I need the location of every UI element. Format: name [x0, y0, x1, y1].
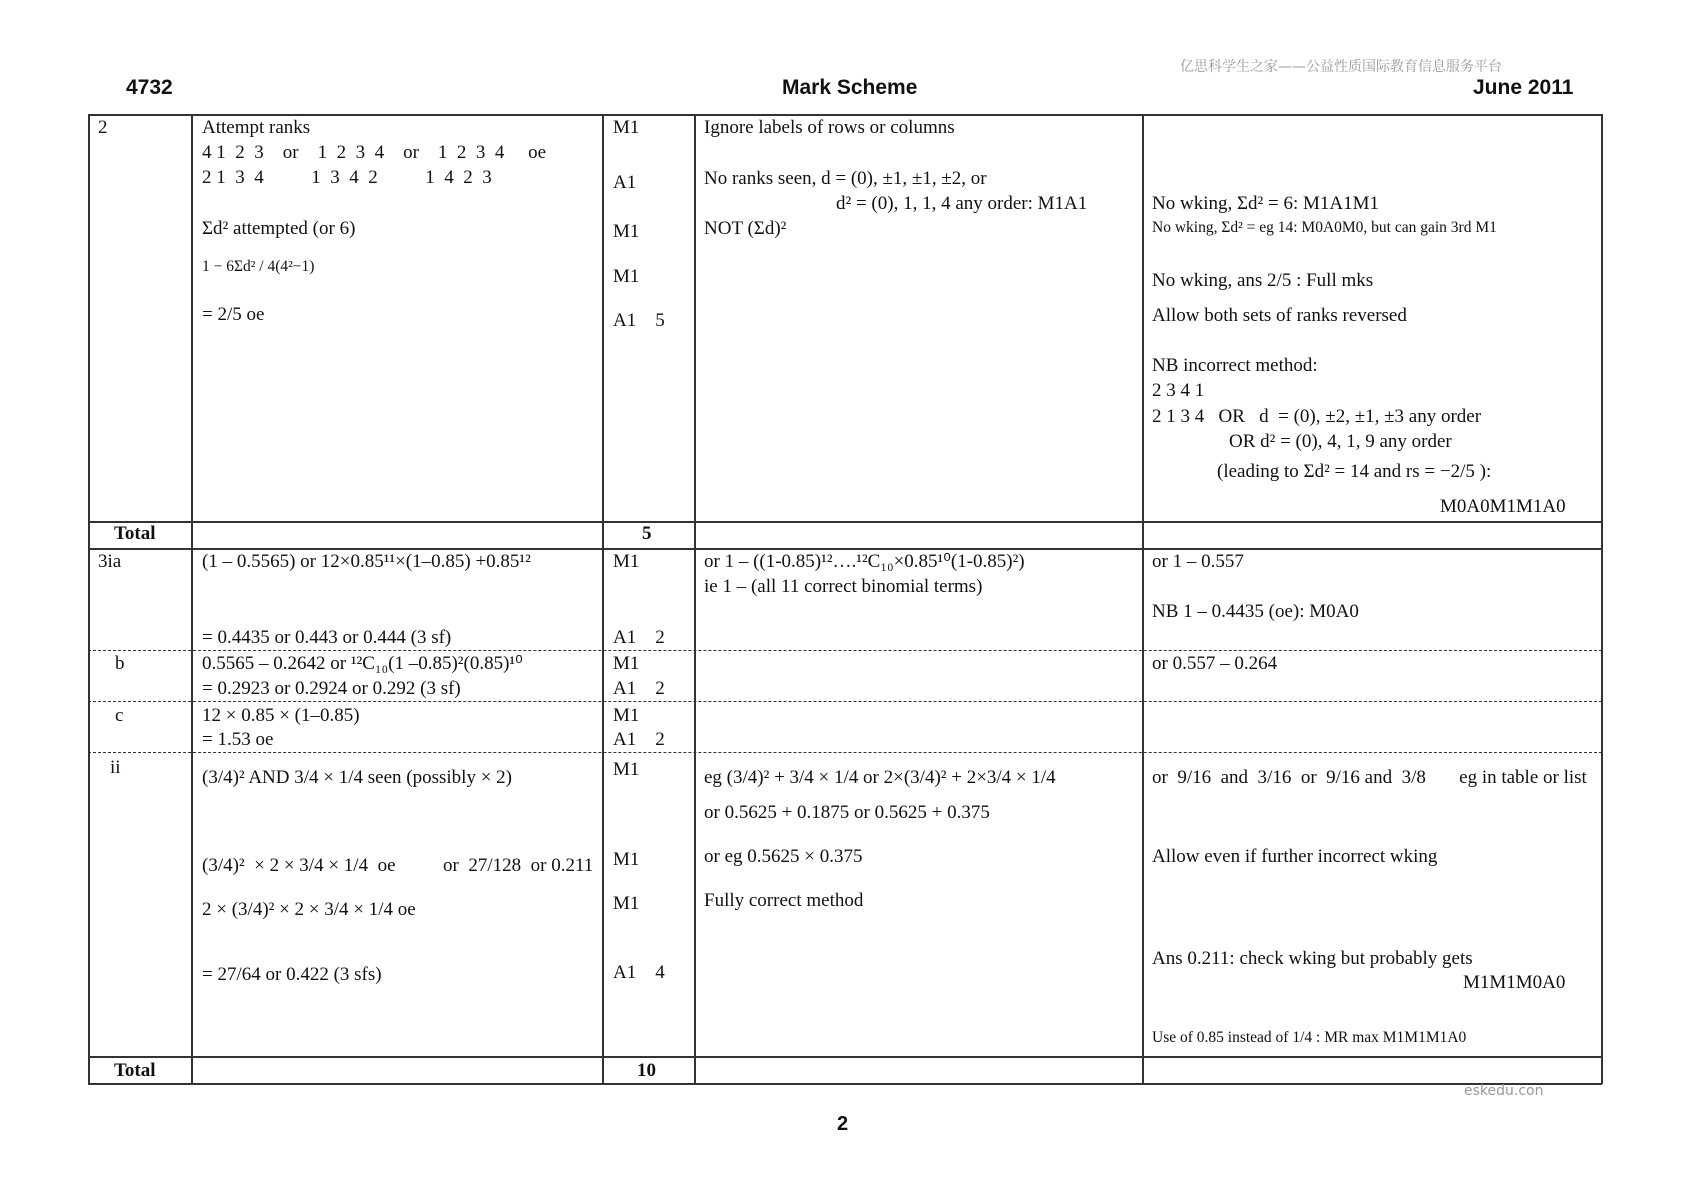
exam-code: 4732	[126, 76, 173, 99]
mark: A1 2	[613, 627, 665, 648]
guidance-line: NOT (Σd)²	[704, 218, 787, 239]
guidance-line: ie 1 – (all 11 correct binomial terms)	[704, 576, 983, 597]
mark: M1	[613, 117, 640, 138]
mark: A1 2	[613, 729, 665, 750]
question-label: 2	[98, 117, 108, 138]
note-line: 2 1 3 4 OR d = (0), ±2, ±1, ±3 any order	[1152, 406, 1482, 427]
answer-line: Attempt ranks	[202, 117, 311, 138]
note-line: or 0.557 – 0.264	[1152, 653, 1278, 674]
note-line: 2 3 4 1	[1152, 380, 1205, 401]
site-watermark: eskedu.con	[1464, 1083, 1544, 1099]
note-line: or 9/16 and 3/16 or 9/16 and 3/8 eg in table or list	[1152, 767, 1587, 788]
mark: M1	[613, 893, 640, 914]
answer-line: = 0.2923 or 0.2924 or 0.292 (3 sf)	[202, 678, 461, 699]
mark: M1	[613, 221, 640, 242]
mark: M1	[613, 653, 640, 674]
note-line: M0A0M1M1A0	[1440, 496, 1566, 517]
mark: M1	[613, 849, 640, 870]
question-label: c	[115, 705, 124, 726]
note-line: or 1 – 0.557	[1152, 551, 1244, 572]
note-line: Ans 0.211: check wking but probably gets	[1152, 948, 1473, 969]
guidance-line: Ignore labels of rows or columns	[704, 117, 955, 138]
note-line: (leading to Σd² = 14 and rs = −2/5 ):	[1217, 461, 1492, 482]
guidance-line: or eg 0.5625 × 0.375	[704, 846, 863, 867]
note-line: Allow both sets of ranks reversed	[1152, 305, 1407, 326]
answer-line: 2 1 3 4 1 3 4 2 1 4 2 3	[202, 167, 492, 188]
answer-line: 4 1 2 3 or 1 2 3 4 or 1 2 3 4 oe	[202, 142, 547, 163]
mark: M1	[613, 266, 640, 287]
mark: A1 2	[613, 678, 665, 699]
total-label: Total	[114, 1060, 156, 1081]
note-line: No wking, Σd² = 6: M1A1M1	[1152, 193, 1379, 214]
note-line: No wking, ans 2/5 : Full mks	[1152, 270, 1374, 291]
question-label: b	[115, 653, 125, 674]
guidance-line: Fully correct method	[704, 890, 864, 911]
guidance-line: or 0.5625 + 0.1875 or 0.5625 + 0.375	[704, 802, 990, 823]
mark: M1	[613, 705, 640, 726]
note-line: No wking, Σd² = eg 14: M0A0M0, but can gain 3rd M1	[1152, 219, 1497, 236]
total-label: Total	[114, 523, 156, 544]
note-line: Allow even if further incorrect wking	[1152, 846, 1438, 867]
guidance-line: or 1 – ((1-0.85)¹²….¹²C₁₀×0.85¹⁰(1-0.85)²)	[704, 551, 1025, 572]
mark: M1	[613, 551, 640, 572]
question-label: ii	[110, 757, 121, 778]
answer-line: = 27/64 or 0.422 (3 sfs)	[202, 964, 382, 985]
document-title: Mark Scheme	[782, 76, 918, 99]
answer-line: (3/4)² AND 3/4 × 1/4 seen (possibly × 2)	[202, 767, 512, 788]
answer-line: = 1.53 oe	[202, 729, 274, 750]
exam-date: June 2011	[1473, 76, 1574, 99]
note-line: Use of 0.85 instead of 1/4 : MR max M1M1M1A0	[1152, 1029, 1467, 1046]
guidance-line: No ranks seen, d = (0), ±1, ±1, ±2, or	[704, 168, 987, 189]
answer-line: Σd² attempted (or 6)	[202, 218, 356, 239]
answer-line: (3/4)² × 2 × 3/4 × 1/4 oe or 27/128 or 0.211	[202, 855, 594, 876]
note-line: NB 1 – 0.4435 (oe): M0A0	[1152, 601, 1359, 622]
total-value: 10	[637, 1060, 656, 1081]
note-line: M1M1M0A0	[1463, 972, 1566, 993]
answer-line: = 0.4435 or 0.443 or 0.444 (3 sf)	[202, 627, 452, 648]
mark: A1 5	[613, 310, 665, 331]
mark: A1	[613, 172, 637, 193]
total-value: 5	[642, 523, 652, 544]
watermark-text: 亿思科学生之家——公益性质国际教育信息服务平台	[1180, 59, 1502, 75]
note-line: OR d² = (0), 4, 1, 9 any order	[1229, 431, 1452, 452]
mark: A1 4	[613, 962, 665, 983]
answer-line: = 2/5 oe	[202, 304, 265, 325]
guidance-line: d² = (0), 1, 1, 4 any order: M1A1	[836, 193, 1088, 214]
answer-line: 0.5565 – 0.2642 or ¹²C₁₀(1 –0.85)²(0.85)¹⁰	[202, 653, 523, 674]
formula-line: 1 − 6Σd² / 4(4²−1)	[202, 258, 315, 275]
page-number: 2	[837, 1113, 849, 1135]
question-label: 3ia	[98, 551, 122, 572]
answer-line: 12 × 0.85 × (1–0.85)	[202, 705, 360, 726]
guidance-line: eg (3/4)² + 3/4 × 1/4 or 2×(3/4)² + 2×3/4 × 1/4	[704, 767, 1056, 788]
answer-line: 2 × (3/4)² × 2 × 3/4 × 1/4 oe	[202, 899, 416, 920]
answer-line: (1 – 0.5565) or 12×0.85¹¹×(1–0.85) +0.85¹²	[202, 551, 531, 572]
mark: M1	[613, 759, 640, 780]
note-line: NB incorrect method:	[1152, 355, 1318, 376]
